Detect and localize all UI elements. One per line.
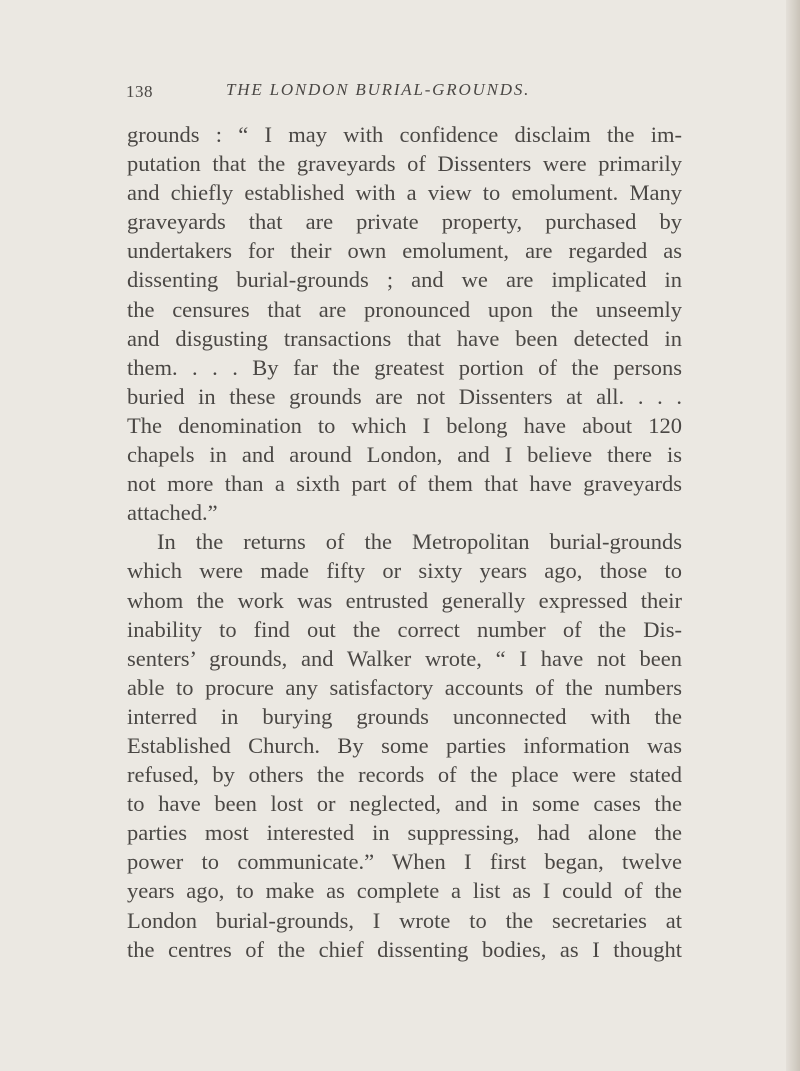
text-line: parties most interested in suppressing, had alone the (127, 820, 682, 846)
text-line: buried in these grounds are not Dissenters at all. . . . (127, 383, 682, 409)
text-line: inability to find out the correct number of the Dis- (127, 616, 682, 642)
text-line: chapels in and around London, and I believe there is (127, 442, 682, 468)
page-edge-shadow (786, 0, 800, 1071)
text-line: power to communicate.” When I first began, twelve (127, 849, 682, 875)
page-number: 138 (126, 82, 153, 101)
text-line: years ago, to make as complete a list as I could of the (127, 878, 682, 904)
text-line: to have been lost or neglected, and in some cases the (127, 791, 682, 817)
text-line: London burial-grounds, I wrote to the secretaries at (127, 907, 682, 933)
paragraph-first-line: In the returns of the Metropolitan burial-grounds (157, 529, 682, 555)
text-line: not more than a sixth part of them that have graveyards (127, 471, 682, 497)
text-line: refused, by others the records of the place were stated (127, 762, 682, 788)
body-text (127, 120, 682, 964)
text-line: and chiefly established with a view to emolument. Many (127, 180, 682, 206)
text-line: The denomination to which I belong have about 120 (127, 412, 682, 438)
text-line: interred in burying grounds unconnected with the (127, 703, 682, 729)
text-line: whom the work was entrusted generally expressed their (127, 587, 682, 613)
text-line: Established Church. By some parties information was (127, 732, 682, 758)
text-line: the censures that are pronounced upon the unseemly (127, 296, 682, 322)
page-header (126, 80, 686, 106)
text-line: and disgusting transactions that have been detected in (127, 325, 682, 351)
text-line: attached.” (127, 500, 218, 526)
text-line: which were made fifty or sixty years ago, those to (127, 558, 682, 584)
text-line: grounds : “ I may with confidence disclaim the im- (127, 122, 682, 147)
running-head: THE LONDON BURIAL-GROUNDS. (226, 80, 531, 99)
text-line: graveyards that are private property, purchased by (127, 209, 682, 235)
text-line: dissenting burial-grounds ; and we are implicated in (127, 267, 682, 293)
text-line: putation that the graveyards of Dissenters were primarily (127, 151, 682, 177)
text-line: the centres of the chief dissenting bodies, as I thought (127, 936, 682, 962)
text-line: able to procure any satisfactory accounts of the numbers (127, 674, 682, 700)
text-line: undertakers for their own emolument, are regarded as (127, 238, 682, 264)
text-line: them. . . . By far the greatest portion of the persons (127, 354, 682, 380)
text-line: senters’ grounds, and Walker wrote, “ I have not been (127, 645, 682, 671)
